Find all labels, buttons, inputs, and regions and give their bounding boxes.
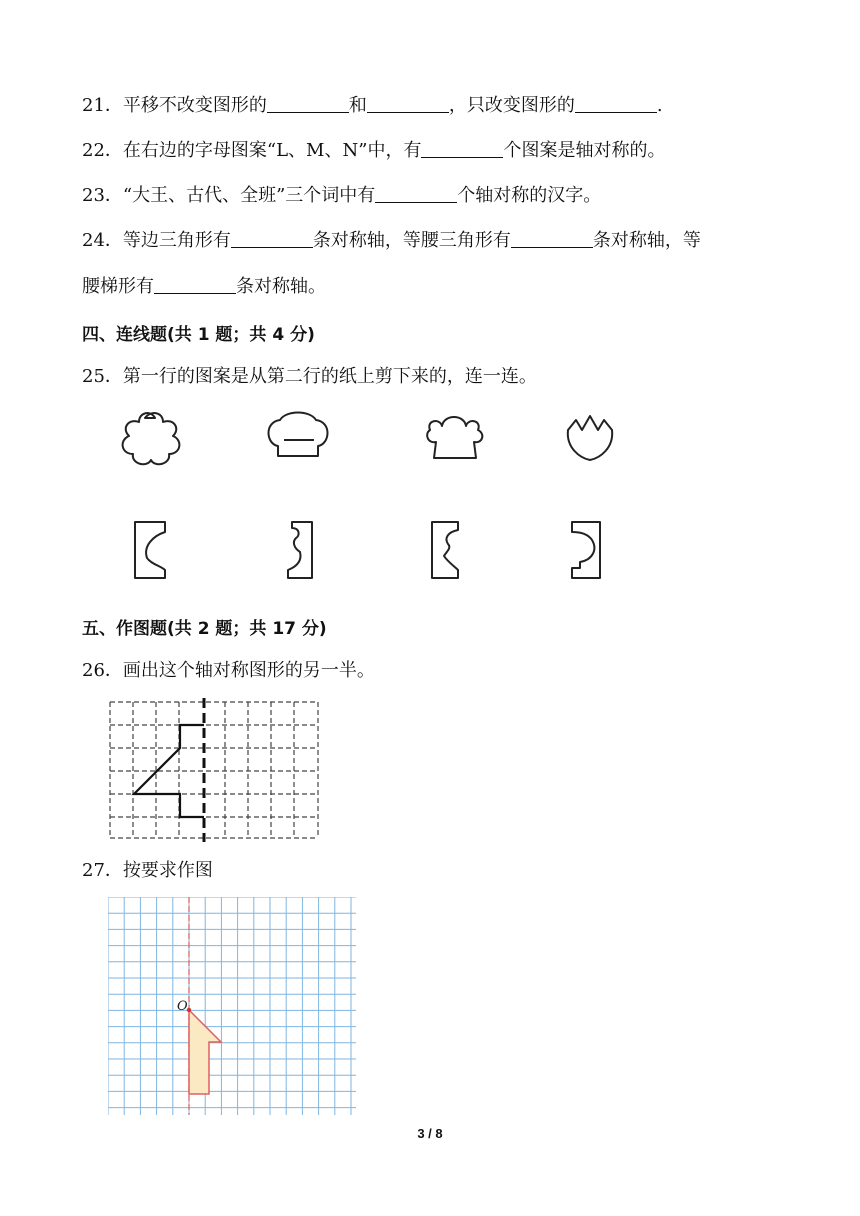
section-heading: 四、连线题(共 1 题；共 4 分) [82,325,315,345]
question-number: 23． [82,185,123,206]
paper-shape-1 [135,522,165,578]
question-number: 21． [82,95,123,116]
question-number: 27． [82,860,123,881]
question-23 [82,184,601,208]
question-text: 个图案是轴对称的。 [503,140,666,161]
question-text: “大王、古代、全班”三个词中有 [122,185,376,206]
section-heading: 五、作图题(共 2 题；共 17 分) [82,619,327,639]
answer-blank[interactable] [421,139,503,158]
question-number: 26． [82,660,123,681]
question-text: 等边三角形有 [122,230,231,251]
question-text: 条对称轴，等腰三角形有 [312,230,511,251]
blue-grid-figure [108,897,356,1115]
answer-blank[interactable] [511,229,593,248]
question-text: 和 [348,95,367,116]
question-25 [82,365,537,389]
point-o-label: O [177,999,188,1014]
question-text: 条对称轴，等 [592,230,701,251]
question-number: 22． [82,140,123,161]
answer-blank[interactable] [375,184,457,203]
question-text: . [656,95,663,116]
answer-blank[interactable] [267,94,349,113]
question-number: 24． [82,230,123,251]
question-24-cont [82,275,326,299]
paper-shape-3 [432,522,458,578]
question-26 [82,659,375,683]
question-21 [82,94,663,118]
dashed-grid-figure [106,698,322,842]
question-text: 画出这个轴对称图形的另一半。 [122,660,375,681]
question-text: 个轴对称的汉字。 [457,185,602,206]
paper-shape-2 [288,522,312,578]
cutout-shape-4 [568,416,612,460]
question-text: 第一行的图案是从第二行的纸上剪下来的，连一连。 [122,366,537,387]
answer-blank[interactable] [367,94,449,113]
question-text: 在右边的字母图案“L、M、N”中，有 [122,140,422,161]
cutout-shape-1 [123,413,180,464]
question-text: 平移不改变图形的 [122,95,267,116]
matching-figures [100,400,660,590]
question-24 [82,229,701,253]
cutout-shape-2 [269,413,328,457]
answer-blank[interactable] [154,275,236,294]
page-number: 3 / 8 [417,1126,443,1141]
question-text: 腰梯形有 [82,276,154,297]
cutout-shape-3 [427,417,482,458]
answer-blank[interactable] [231,229,313,248]
question-number: 25． [82,366,123,387]
question-text: 条对称轴。 [236,276,326,297]
question-text: ，只改变图形的 [448,95,575,116]
question-text: 按要求作图 [122,860,213,881]
question-27 [82,859,213,883]
answer-blank[interactable] [575,94,657,113]
question-22 [82,139,665,163]
paper-shape-4 [572,522,600,578]
